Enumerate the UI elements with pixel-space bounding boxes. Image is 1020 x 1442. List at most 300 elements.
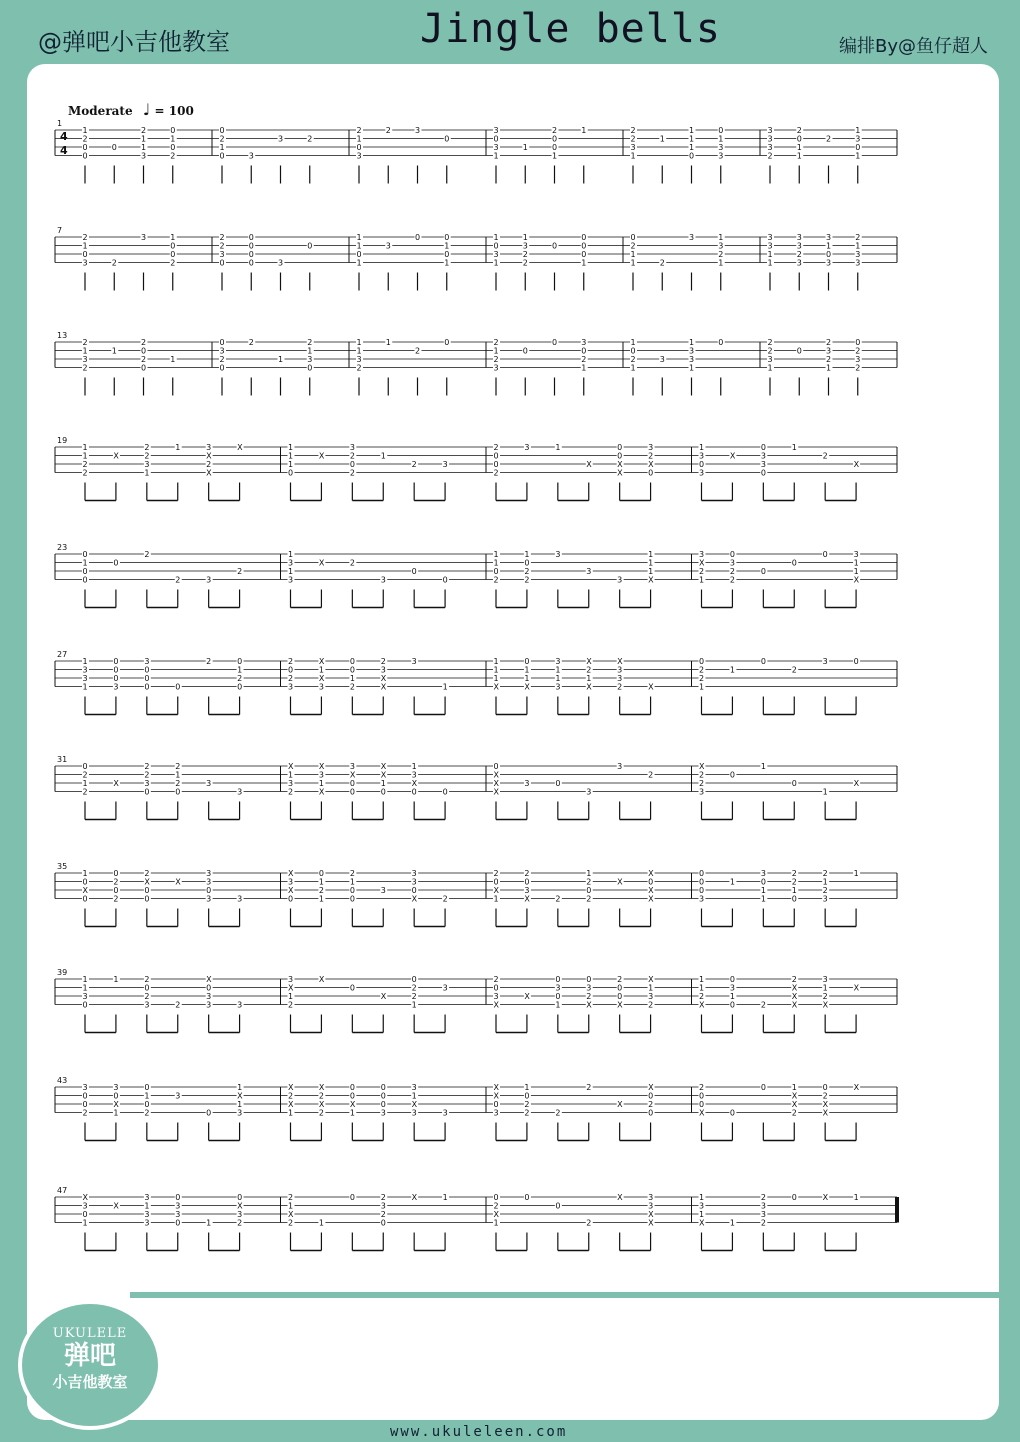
tab-fret-number: 0	[82, 143, 88, 152]
tab-fret-number: 0	[617, 983, 623, 993]
tab-fret-number: X	[380, 674, 387, 683]
tab-fret-number: 0	[760, 877, 766, 887]
tab-fret-number: 2	[699, 1083, 705, 1092]
tab-fret-number: 0	[248, 250, 254, 259]
tab-fret-number: 0	[380, 1083, 386, 1092]
tab-fret-number: 3	[718, 143, 724, 152]
measure-number: 7	[57, 226, 63, 235]
tab-fret-number: 0	[760, 443, 766, 452]
tab-fret-number: 0	[415, 233, 421, 242]
tab-fret-number: 1	[555, 443, 561, 452]
tab-fret-number: 0	[493, 241, 499, 251]
tab-fret-number: 0	[206, 983, 212, 993]
tab-fret-number: 2	[349, 869, 355, 878]
tab-fret-number: 0	[248, 258, 254, 268]
tab-fret-number: 0	[853, 657, 859, 666]
tab-fret-number: 3	[411, 1083, 417, 1092]
tab-fret-number: 1	[767, 258, 773, 268]
tab-fret-number: 0	[493, 451, 499, 461]
tab-fret-number: 0	[493, 134, 499, 144]
tab-fret-number: 3	[853, 550, 859, 559]
tab-fret-number: 0	[552, 134, 558, 144]
tab-fret-number: 3	[586, 983, 592, 993]
tab-fret-number: 3	[237, 1210, 243, 1219]
tab-fret-number: 1	[288, 1108, 294, 1118]
tab-fret-number: 2	[581, 355, 587, 364]
tab-fret-number: 3	[82, 992, 88, 1001]
tab-fret-number: X	[791, 1000, 798, 1010]
tab-fret-number: 3	[219, 250, 225, 259]
tab-fret-number: 2	[729, 567, 736, 576]
tab-fret-number: 1	[552, 151, 558, 161]
tab-fret-number: 2	[630, 126, 636, 135]
tab-fret-number: X	[586, 682, 592, 692]
tab-fret-number: 0	[822, 550, 828, 559]
tab-fret-number: 1	[307, 346, 313, 356]
tab-fret-number: 2	[767, 338, 773, 347]
tab-fret-number: 0	[307, 363, 313, 373]
tab-fret-number: 3	[206, 869, 212, 878]
tab-fret-number: 0	[170, 241, 176, 251]
tab-fret-number: X	[853, 1083, 860, 1092]
tab-fret-number: 1	[356, 134, 362, 144]
tab-fret-number: 2	[822, 451, 828, 461]
tab-fret-number: 3	[206, 877, 212, 887]
tab-fret-number: 0	[760, 468, 766, 478]
tab-fret-number: 3	[219, 346, 225, 356]
tab-fret-number: 1	[791, 1083, 797, 1092]
tab-fret-number: 3	[248, 151, 254, 161]
tab-fret-number: 2	[144, 443, 150, 452]
tab-fret-number: 3	[356, 151, 362, 161]
tab-fret-number: 3	[648, 1193, 654, 1202]
tab-fret-number: 1	[630, 250, 636, 259]
tab-fret-number: X	[288, 869, 294, 878]
tab-fret-number: 2	[175, 779, 181, 788]
tab-fret-number: 1	[522, 143, 528, 152]
tab-fret-number: 1	[796, 143, 802, 152]
tab-fret-number: 2	[144, 975, 150, 984]
tab-fret-number: 2	[522, 250, 528, 259]
tab-fret-number: 3	[278, 134, 284, 144]
tab-fret-number: 1	[855, 241, 861, 251]
tab-fret-number: 0	[288, 665, 294, 675]
tab-fret-number: 0	[444, 233, 450, 242]
tab-fret-number: X	[493, 787, 499, 797]
tab-fret-number: X	[648, 975, 654, 984]
tab-fret-number: 2	[493, 1201, 499, 1211]
tab-fret-number: 2	[718, 250, 724, 259]
measure-number: 39	[57, 968, 68, 977]
tab-fret-number: 0	[760, 567, 766, 576]
tab-fret-number: 2	[82, 468, 88, 478]
tab-fret-number: 1	[82, 657, 88, 666]
tab-fret-number: 2	[826, 338, 832, 347]
tab-fret-number: 0	[380, 1218, 386, 1228]
tab-fret-number: X	[380, 992, 387, 1001]
tab-fret-number: 0	[555, 975, 561, 984]
tab-fret-number: 2	[82, 770, 88, 780]
tab-fret-number: X	[288, 1100, 294, 1109]
tab-fret-number: 3	[855, 355, 861, 364]
tab-fret-number: X	[853, 460, 860, 469]
tab-fret-number: 3	[555, 983, 561, 993]
tab-fret-number: 2	[144, 869, 150, 878]
tab-fret-number: 3	[411, 869, 417, 878]
tab-fret-number: 1	[760, 894, 766, 904]
tab-fret-number: 0	[617, 451, 623, 461]
tab-fret-number: 0	[729, 770, 736, 780]
tab-fret-number: 2	[219, 241, 225, 251]
tab-fret-number: 2	[648, 1100, 654, 1109]
tab-fret-number: 0	[82, 1100, 88, 1109]
tab-fret-number: 0	[349, 665, 355, 675]
tab-fret-number: 3	[82, 665, 88, 675]
tab-fret-number: X	[318, 975, 325, 984]
tab-fret-number: 3	[689, 355, 695, 364]
tab-fret-number: 0	[791, 779, 797, 788]
tab-fret-number: 3	[288, 575, 294, 585]
tab-fret-number: 3	[288, 558, 294, 568]
tab-fret-number: 0	[699, 869, 705, 878]
tab-fret-number: 0	[826, 250, 832, 259]
website-url: www.ukuleleen.com	[390, 1424, 568, 1440]
tab-fret-number: 1	[493, 550, 499, 559]
tab-fret-number: 0	[349, 779, 355, 788]
tab-fret-number: 3	[349, 762, 355, 771]
tab-fret-number: 3	[617, 674, 623, 683]
tab-fret-number: 3	[699, 787, 705, 797]
tab-fret-number: 2	[318, 886, 325, 895]
tab-fret-number: X	[524, 682, 530, 692]
tab-fret-number: 1	[767, 363, 773, 373]
tab-fret-number: 2	[822, 992, 828, 1001]
tab-fret-number: X	[318, 787, 325, 797]
tab-fret-number: 0	[141, 346, 147, 356]
tab-fret-number: 0	[411, 567, 417, 576]
tab-fret-number: 0	[113, 869, 119, 878]
tab-fret-number: 1	[855, 151, 861, 161]
tab-fret-number: 0	[144, 787, 150, 797]
tab-fret-number: 2	[493, 575, 499, 585]
tab-fret-number: 1	[170, 355, 176, 364]
tab-fret-number: 2	[699, 992, 705, 1001]
tab-fret-number: 1	[699, 975, 705, 984]
tab-fret-number: 2	[206, 657, 212, 666]
tab-fret-number: 0	[219, 151, 225, 161]
tab-fret-number: 0	[689, 151, 695, 161]
tab-fret-number: 1	[493, 151, 499, 161]
tab-fret-number: 3	[718, 241, 724, 251]
tab-fret-number: 0	[113, 674, 119, 683]
tab-fret-number: 2	[442, 894, 448, 904]
tab-fret-number: 2	[493, 975, 499, 984]
tab-fret-number: 3	[318, 770, 325, 780]
tab-fret-number: 2	[380, 1193, 386, 1202]
tab-fret-number: 0	[175, 787, 181, 797]
tab-fret-number: 2	[648, 770, 654, 780]
tab-fret-number: 3	[82, 674, 88, 683]
tab-fret-number: 0	[175, 1218, 181, 1228]
tab-fret-number: 0	[219, 258, 225, 268]
tab-fret-number: 2	[144, 992, 150, 1001]
tab-fret-number: 3	[206, 1000, 212, 1010]
tab-fret-number: 0	[444, 338, 450, 347]
tab-fret-number: 1	[411, 762, 417, 771]
tab-fret-number: X	[493, 779, 499, 788]
tab-fret-number: X	[411, 1193, 418, 1202]
tab-fret-number: 1	[288, 567, 294, 576]
tab-fret-number: 3	[648, 443, 654, 452]
tab-fret-number: 1	[288, 443, 294, 452]
measure-number: 23	[57, 543, 68, 552]
tab-fret-number: X	[586, 460, 592, 469]
tab-fret-number: 2	[791, 1108, 797, 1118]
measure-number: 1	[57, 119, 63, 128]
tab-fret-number: 0	[699, 1091, 705, 1101]
tab-fret-number: 3	[699, 894, 705, 904]
publisher-label: @弹吧小吉他教室	[38, 28, 230, 56]
tab-fret-number: X	[617, 468, 623, 478]
tab-fret-number: 2	[82, 134, 88, 144]
tab-fret-number: X	[791, 992, 798, 1001]
tab-fret-number: 0	[493, 1193, 499, 1202]
tab-fret-number: X	[822, 1108, 829, 1118]
tab-fret-number: 2	[522, 258, 528, 268]
tab-fret-number: X	[648, 460, 654, 469]
tab-fret-number: 3	[767, 126, 773, 135]
tab-fret-number: 2	[699, 567, 705, 576]
tab-fret-number: 2	[826, 134, 832, 144]
tab-fret-number: 1	[581, 258, 587, 268]
tab-fret-number: 0	[82, 1091, 88, 1101]
tab-fret-number: 2	[141, 338, 147, 347]
tab-fret-number: 0	[699, 1100, 705, 1109]
tab-fret-number: 1	[442, 682, 448, 692]
tab-fret-number: 2	[826, 355, 832, 364]
tab-fret-number: 3	[318, 682, 325, 692]
tab-fret-number: 3	[356, 355, 362, 364]
tab-fret-number: X	[411, 779, 418, 788]
tab-fret-number: 0	[170, 143, 176, 152]
tab-fret-number: 1	[699, 1193, 705, 1202]
tab-fret-number: 3	[760, 451, 766, 461]
tab-fret-number: 1	[356, 241, 362, 251]
tab-fret-number: 0	[718, 338, 724, 347]
tab-fret-number: 0	[493, 762, 499, 771]
tab-fret-number: 1	[586, 869, 592, 878]
tab-fret-number: 0	[82, 894, 88, 904]
tab-fret-number: 2	[113, 894, 119, 904]
tab-fret-number: 2	[524, 575, 530, 585]
arranger-label: 编排By@鱼仔超人	[838, 36, 988, 57]
tab-fret-number: X	[113, 451, 119, 461]
tab-fret-number: 3	[555, 550, 561, 559]
tab-fret-number: 1	[82, 983, 88, 993]
tab-fret-number: 1	[699, 443, 705, 452]
tab-fret-number: 1	[659, 134, 665, 144]
tab-fret-number: 2	[524, 1100, 530, 1109]
tab-fret-number: 3	[729, 558, 736, 568]
tab-fret-number: 3	[648, 1201, 654, 1211]
tab-fret-number: 1	[111, 346, 117, 356]
tab-fret-number: 1	[648, 550, 654, 559]
tab-fret-number: 3	[411, 1108, 417, 1118]
tab-fret-number: 0	[630, 233, 636, 242]
tab-fret-number: 3	[855, 250, 861, 259]
tab-fret-number: 3	[206, 575, 212, 585]
tab-fret-number: 1	[380, 779, 386, 788]
tab-fret-number: 1	[718, 134, 724, 144]
tab-fret-number: X	[318, 1100, 325, 1109]
tab-fret-number: 0	[349, 460, 355, 469]
tab-fret-number: 2	[822, 869, 828, 878]
tab-fret-number: 3	[796, 233, 802, 242]
tab-fret-number: 0	[855, 143, 861, 152]
tab-fret-number: 0	[111, 143, 117, 152]
tab-fret-number: X	[144, 877, 150, 887]
tab-fret-number: X	[237, 1201, 243, 1211]
tab-fret-number: 1	[493, 894, 499, 904]
tab-fret-number: 3	[767, 143, 773, 152]
tab-fret-number: X	[206, 468, 212, 478]
tab-fret-number: 0	[524, 657, 530, 666]
tab-fret-number: 2	[767, 346, 773, 356]
tab-fret-number: 2	[617, 682, 623, 692]
tab-fret-number: 0	[82, 1000, 88, 1010]
tab-fret-number: 3	[689, 233, 695, 242]
tab-fret-number: 2	[415, 346, 421, 356]
tab-fret-number: X	[617, 877, 623, 887]
tab-fret-number: 0	[791, 558, 797, 568]
tab-fret-number: 0	[82, 877, 88, 887]
tab-fret-number: 2	[318, 1108, 325, 1118]
tab-fret-number: 0	[552, 241, 558, 251]
tab-fret-number: 3	[288, 779, 294, 788]
tab-fret-number: 1	[288, 1201, 294, 1211]
tab-fret-number: 3	[822, 975, 828, 984]
tab-fret-number: 3	[411, 877, 417, 887]
tab-fret-number: 3	[206, 779, 212, 788]
tab-fret-number: 1	[82, 779, 88, 788]
tab-fret-number: 0	[552, 143, 558, 152]
tab-fret-number: 2	[82, 787, 88, 797]
tab-fret-number: 2	[760, 1193, 766, 1202]
tab-fret-number: 1	[349, 877, 355, 887]
tab-fret-number: 0	[617, 443, 623, 452]
tab-fret-number: 3	[380, 1108, 386, 1118]
tab-fret-number: X	[113, 1201, 119, 1211]
tab-fret-number: 2	[493, 468, 499, 478]
tab-fret-number: 0	[729, 550, 736, 559]
tab-fret-number: 0	[237, 657, 243, 666]
tab-fret-number: 3	[237, 1000, 243, 1010]
tab-fret-number: 3	[141, 151, 147, 161]
tab-fret-number: 1	[822, 787, 828, 797]
tab-fret-number: 1	[826, 241, 832, 251]
tab-fret-number: 2	[288, 787, 294, 797]
tab-fret-number: 1	[444, 258, 450, 268]
tab-fret-number: 1	[524, 550, 530, 559]
tab-fret-number: 2	[555, 894, 561, 904]
tab-fret-number: 0	[144, 983, 150, 993]
tab-fret-number: 3	[380, 886, 386, 895]
tab-fret-number: 3	[288, 975, 294, 984]
tab-fret-number: 3	[767, 241, 773, 251]
tab-fret-number: X	[493, 1000, 499, 1010]
tab-fret-number: 3	[826, 258, 832, 268]
tab-fret-number: 2	[760, 1218, 766, 1228]
tab-fret-number: 2	[524, 567, 530, 576]
tab-fret-number: 2	[237, 567, 243, 576]
tab-fret-number: 0	[581, 241, 587, 251]
tab-fret-number: 1	[648, 567, 654, 576]
tab-fret-number: 0	[522, 346, 528, 356]
tab-fret-number: 2	[729, 575, 736, 585]
tab-fret-number: 3	[141, 233, 147, 242]
tab-fret-number: 3	[206, 894, 212, 904]
tab-fret-number: 1	[689, 126, 695, 135]
tab-fret-number: 2	[699, 674, 705, 683]
tab-fret-number: 0	[493, 1100, 499, 1109]
tab-fret-number: 1	[760, 762, 766, 771]
tab-fret-number: 2	[288, 1193, 294, 1202]
tab-fret-number: 0	[380, 1100, 386, 1109]
tab-fret-number: 0	[113, 665, 119, 675]
tab-fret-number: 0	[648, 1091, 654, 1101]
tab-fret-number: 3	[689, 346, 695, 356]
tab-fret-number: X	[648, 1210, 654, 1219]
tab-fret-number: 2	[288, 657, 294, 666]
tab-fret-number: X	[82, 1193, 88, 1202]
tab-fret-number: X	[648, 1083, 654, 1092]
tab-fret-number: 2	[170, 151, 176, 161]
tab-fret-number: 0	[555, 992, 561, 1001]
tab-fret-number: 0	[175, 682, 181, 692]
tab-fret-number: 0	[206, 886, 212, 895]
tab-fret-number: 0	[237, 1193, 243, 1202]
tab-fret-number: X	[318, 1083, 325, 1092]
tab-fret-number: 1	[630, 258, 636, 268]
tab-fret-number: 0	[442, 575, 448, 585]
tab-fret-number: X	[288, 886, 294, 895]
tab-fret-number: 3	[826, 233, 832, 242]
tab-fret-number: 0	[82, 1210, 88, 1219]
tab-fret-number: 2	[411, 992, 417, 1001]
tab-fret-number: 1	[444, 241, 450, 251]
tab-fret-number: 2	[796, 250, 802, 259]
tab-fret-number: 3	[796, 241, 802, 251]
tab-fret-number: 3	[144, 1193, 150, 1202]
tab-fret-number: X	[648, 575, 654, 585]
tab-fret-number: 3	[206, 992, 212, 1001]
tab-fret-number: 3	[493, 363, 499, 373]
tab-fret-number: 0	[141, 363, 147, 373]
tab-fret-number: 3	[760, 460, 766, 469]
tab-fret-number: X	[288, 983, 294, 993]
tab-fret-number: 1	[855, 126, 861, 135]
tab-fret-number: 0	[248, 233, 254, 242]
tab-fret-number: 1	[493, 665, 499, 675]
tab-fret-number: X	[822, 1100, 829, 1109]
tab-fret-number: 3	[144, 779, 150, 788]
tab-fret-number: 2	[248, 338, 254, 347]
tab-fret-number: 1	[82, 1218, 88, 1228]
tab-fret-number: 0	[219, 338, 225, 347]
tab-fret-number: 3	[442, 460, 448, 469]
tab-fret-number: 1	[82, 241, 88, 251]
tab-fret-number: 3	[699, 550, 705, 559]
